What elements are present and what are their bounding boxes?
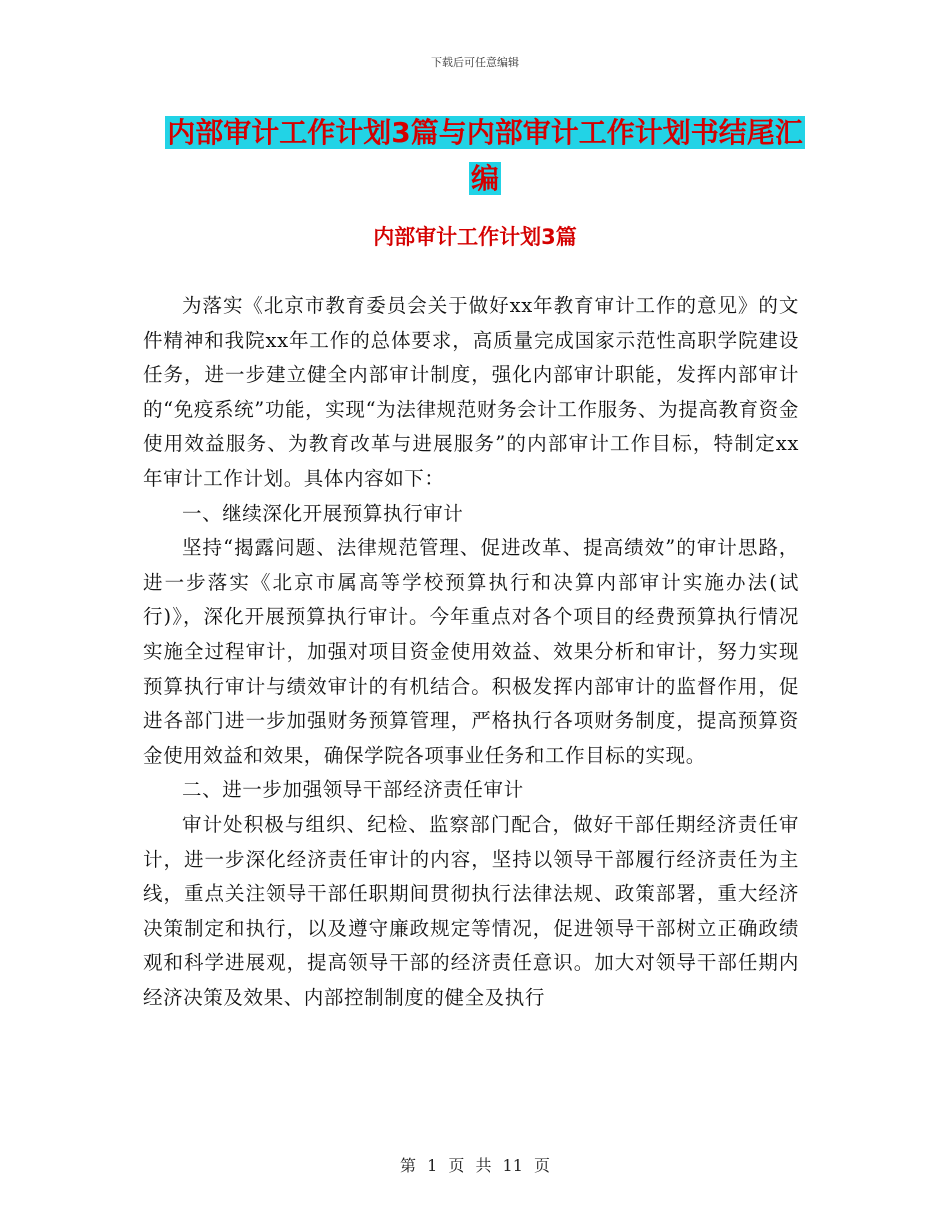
document-title-line1: 内部审计工作计划3篇与内部审计工作计划书结尾汇 (167, 116, 803, 149)
heading-section-2: 二、进一步加强领导干部经济责任审计 (182, 778, 524, 802)
paragraph-section-2: 审计处积极与组织、纪检、监察部门配合，做好干部任期经济责任审计，进一步深化经济责任审计的内容，坚持以领导干部履行经济责任为主线，重点关注领导干部任职期间贯彻执行法律法规、政策部署，重大经济决策制定和执行，以及遵守廉政规定等情况，促进领导干部树立正确政绩观和科学进展观，提高领导干部的经济责任意识。加大对领导干部任期内经济决策及效果、内部控制制度的健全及执行 (143, 812, 799, 1009)
document-title-line2: 编 (470, 162, 499, 195)
section-title: 内部审计工作计划3篇 (373, 225, 577, 249)
heading-section-1: 一、继续深化开展预算执行审计 (182, 501, 464, 525)
page-number-footer: 第 1 页 共 11 页 (400, 1156, 550, 1175)
paragraph-intro: 为落实《北京市教育委员会关于做好xx年教育审计工作的意见》的文件精神和我院xx年工作的总体要求，高质量完成国家示范性高职学院建设任务，进一步建立健全内部审计制度，强化内部审计职能，发挥内部审计的“免疫系统”功能，实现“为法律规范财务会计工作服务、为提高教育资金使用效益服务、为教育改革与进展服务”的内部审计工作目标，特制定xx年审计工作计划。具体内容如下： (143, 294, 799, 490)
document-title (140, 110, 830, 202)
page-header-note: 下载后可任意编辑 (431, 56, 519, 69)
document-body (143, 289, 799, 1015)
paragraph-section-1: 坚持“揭露问题、法律规范管理、促进改革、提高绩效”的审计思路，进一步落实《北京市属高等学校预算执行和决算内部审计实施办法(试行)》，深化开展预算执行审计。今年重点对各个项目的经费预算执行情况实施全过程审计，加强对项目资金使用效益、效果分析和审计，努力实现预算执行审计与绩效审计的有机结合。积极发挥内部审计的监督作用，促进各部门进一步加强财务预算管理，严格执行各项财务制度，提高预算资金使用效益和效果，确保学院各项事业任务和工作目标的实现。 (143, 536, 799, 767)
